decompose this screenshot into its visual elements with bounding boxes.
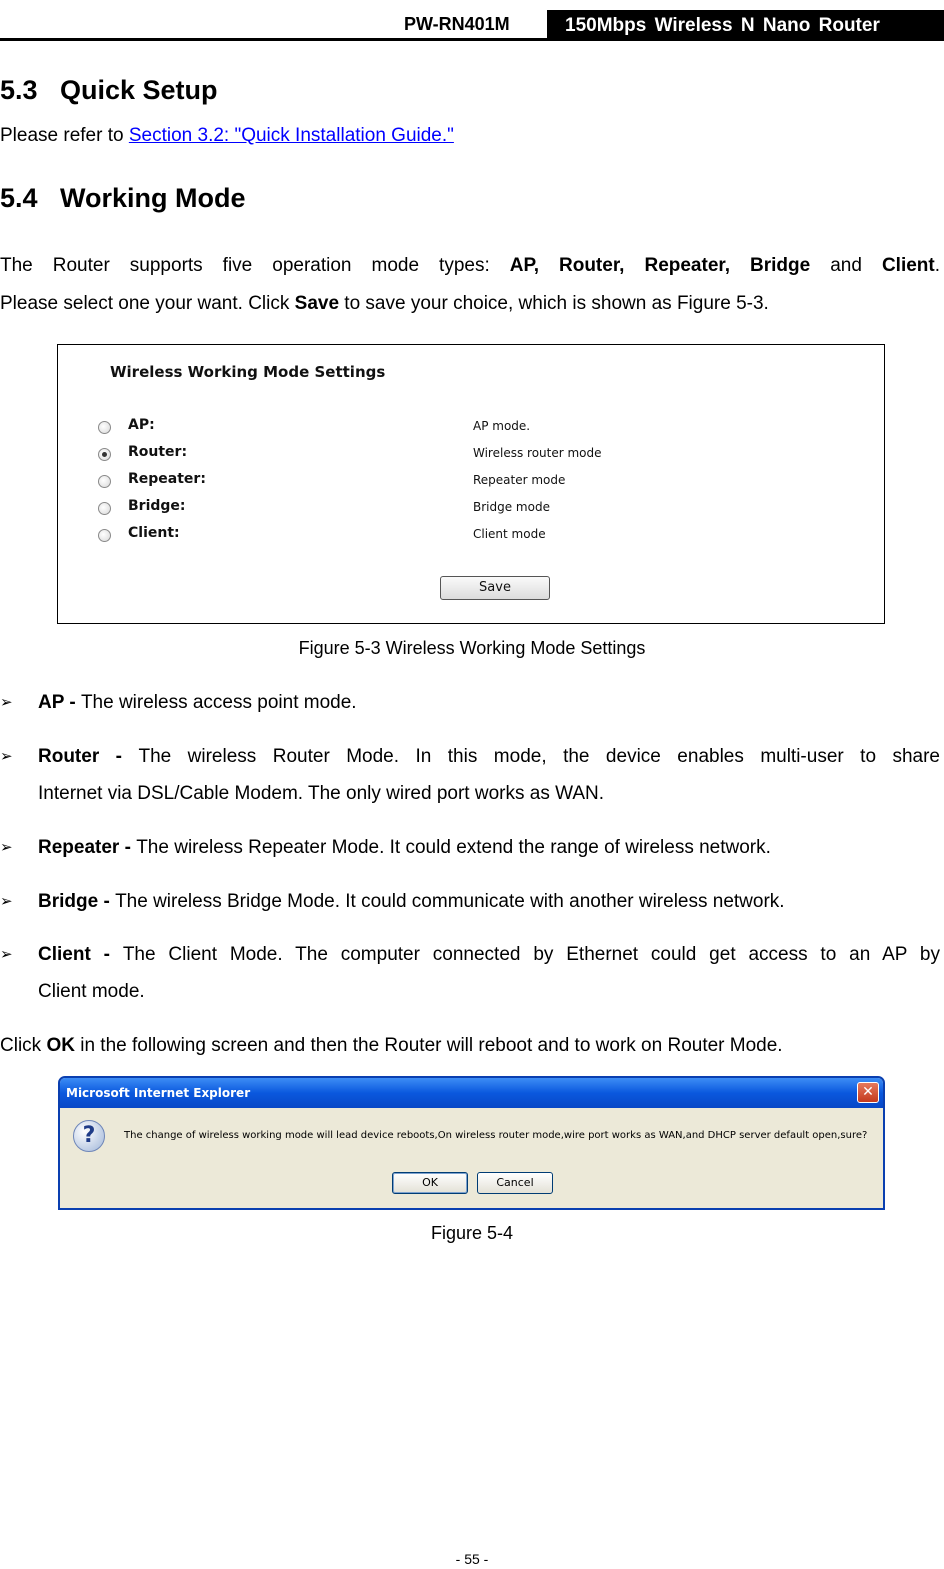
bullet-text xyxy=(38,936,940,973)
mode-row-repeater[interactable] xyxy=(98,471,638,493)
heading-title: Working Mode xyxy=(60,183,246,213)
radio-client[interactable] xyxy=(98,529,111,542)
figure-caption: Figure 5-4 xyxy=(430,1223,514,1243)
click-ok-bold: OK xyxy=(46,1035,75,1056)
ok-button[interactable]: OK xyxy=(392,1172,468,1194)
bullet-desc: The wireless access point mode. xyxy=(80,692,357,713)
mode-label: Client: xyxy=(128,525,180,541)
cancel-button[interactable]: Cancel xyxy=(477,1172,553,1194)
radio-router[interactable] xyxy=(98,448,111,461)
intro-text: Please select one your want. Click xyxy=(0,293,295,314)
working-mode-intro-line1 xyxy=(0,247,940,284)
heading-title: Quick Setup xyxy=(60,75,218,105)
bullet-text xyxy=(38,829,940,866)
working-mode-intro-line2 xyxy=(0,285,769,322)
arrow-bullet-icon: ➢ xyxy=(0,748,13,765)
confirm-dialog xyxy=(58,1076,885,1210)
intro-save: Save xyxy=(294,293,340,314)
bullet-desc: The wireless Router Mode. In this mode, the device enables multi-user to share xyxy=(138,746,941,767)
bullet-desc: The wireless Repeater Mode. It could extend the range of wireless network. xyxy=(136,837,771,858)
close-icon[interactable]: ✕ xyxy=(857,1082,879,1103)
mode-desc: Bridge mode xyxy=(473,500,550,514)
mode-row-router[interactable] xyxy=(98,444,638,466)
arrow-bullet-icon: ➢ xyxy=(0,893,13,910)
dialog-titlebar[interactable] xyxy=(60,1078,883,1108)
mode-label: Router: xyxy=(128,444,188,460)
intro-modes: AP, Router, Repeater, Bridge xyxy=(509,255,811,276)
mode-label: Repeater: xyxy=(128,471,206,487)
bullet-text-cont: Internet via DSL/Cable Modem. The only wired port works as WAN. xyxy=(38,783,605,804)
intro-client: Client xyxy=(881,255,935,276)
click-ok-text xyxy=(0,1027,783,1064)
figure-caption: Figure 5-3 Wireless Working Mode Settings xyxy=(298,638,646,658)
bullet-desc: The wireless Bridge Mode. It could communicate with another wireless network. xyxy=(115,891,785,912)
quick-installation-guide-link[interactable]: Section 3.2: "Quick Installation Guide." xyxy=(128,125,454,146)
click-ok-suffix: in the following screen and then the Router will reboot and to work on Router Mode. xyxy=(74,1035,783,1056)
save-button[interactable]: Save xyxy=(440,576,550,600)
heading-number: 5.3 xyxy=(0,75,38,105)
intro-text: and xyxy=(810,255,882,276)
dialog-message: The change of wireless working mode will lead device reboots,On wireless router mode,wire port works as WAN,and DHCP server default open,sure? xyxy=(124,1130,868,1141)
bullet-text xyxy=(38,883,940,920)
mode-label: AP: xyxy=(128,417,155,433)
bullet-term: Client - xyxy=(38,944,123,965)
arrow-bullet-icon: ➢ xyxy=(0,694,13,711)
intro-text: . xyxy=(934,255,941,276)
arrow-bullet-icon: ➢ xyxy=(0,946,13,963)
arrow-bullet-icon: ➢ xyxy=(0,839,13,856)
dialog-title: Microsoft Internet Explorer xyxy=(66,1086,251,1100)
quick-setup-text xyxy=(0,117,454,154)
click-ok-prefix: Click xyxy=(0,1035,47,1056)
radio-bridge[interactable] xyxy=(98,502,111,515)
mode-row-client[interactable] xyxy=(98,525,638,547)
bullet-text-cont: Client mode. xyxy=(38,981,145,1002)
header-product: 150Mbps Wireless N Nano Router xyxy=(547,10,944,40)
mode-row-bridge[interactable] xyxy=(98,498,638,520)
bullet-desc: The Client Mode. The computer connected by Ethernet could get access to an AP by xyxy=(122,944,940,965)
panel-title: Wireless Working Mode Settings xyxy=(110,363,386,381)
bullet-term: Router - xyxy=(38,746,139,767)
bullet-term: AP - xyxy=(38,692,81,713)
heading-working-mode xyxy=(0,183,246,214)
heading-number: 5.4 xyxy=(0,183,38,213)
header-rule xyxy=(0,38,944,41)
page-number: - 55 - xyxy=(455,1551,489,1567)
radio-repeater[interactable] xyxy=(98,475,111,488)
mode-row-ap[interactable] xyxy=(98,417,638,439)
radio-ap[interactable] xyxy=(98,421,111,434)
intro-text: The Router supports five operation mode types: xyxy=(0,255,510,276)
bullet-term: Repeater - xyxy=(38,837,137,858)
mode-desc: Client mode xyxy=(473,527,546,541)
bullet-text xyxy=(38,684,940,721)
mode-desc: Repeater mode xyxy=(473,473,566,487)
mode-desc: Wireless router mode xyxy=(473,446,602,460)
question-icon: ? xyxy=(73,1120,105,1152)
mode-desc: AP mode. xyxy=(473,419,531,433)
header-model: PW-RN401M xyxy=(404,14,510,34)
heading-quick-setup xyxy=(0,75,218,106)
intro-text: to save your choice, which is shown as Figure 5-3. xyxy=(339,293,769,314)
figure-working-mode-settings xyxy=(57,344,885,624)
bullet-text xyxy=(38,738,940,775)
bullet-term: Bridge - xyxy=(38,891,116,912)
mode-label: Bridge: xyxy=(128,498,186,514)
quick-setup-prefix: Please refer to xyxy=(0,125,129,146)
page-header xyxy=(0,10,944,42)
